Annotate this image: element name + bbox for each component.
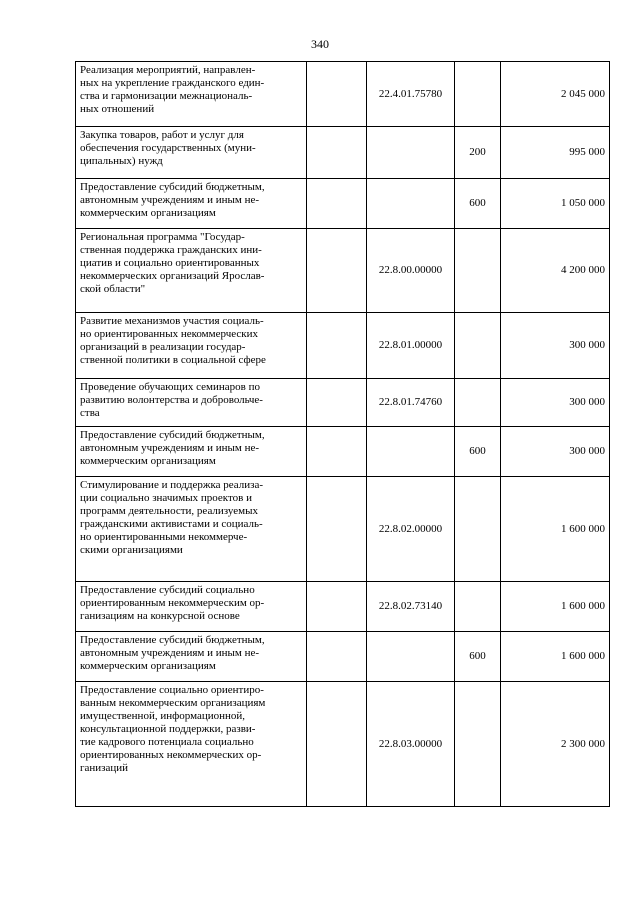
row-amount: 2 045 000 xyxy=(501,62,610,127)
row-expense-type xyxy=(455,379,501,427)
row-empty-cell xyxy=(307,427,367,477)
row-amount: 4 200 000 xyxy=(501,229,610,313)
row-code xyxy=(367,127,455,179)
row-amount: 300 000 xyxy=(501,313,610,379)
row-code: 22.8.00.00000 xyxy=(367,229,455,313)
row-empty-cell xyxy=(307,379,367,427)
row-expense-type: 600 xyxy=(455,427,501,477)
table-row xyxy=(76,477,610,582)
row-name: Стимулирование и поддержка реализа- ции социально значимых проектов и программ деятельности, реализуемых гражданскими активистами и социаль- но ориентированными некоммерче- скими организациями xyxy=(76,477,307,582)
table-row xyxy=(76,127,610,179)
row-expense-type: 600 xyxy=(455,179,501,229)
row-name: Предоставление субсидий бюджетным, автономным учреждениям и иным не- коммерческим организациям xyxy=(76,632,307,682)
table-row xyxy=(76,632,610,682)
row-code: 22.8.03.00000 xyxy=(367,682,455,807)
row-expense-type xyxy=(455,582,501,632)
row-name: Региональная программа "Государ- ственная поддержка гражданских ини- циатив и социально ориентированных некоммерческих организаций Ярослав- ской области" xyxy=(76,229,307,313)
row-code xyxy=(367,632,455,682)
row-code: 22.8.02.73140 xyxy=(367,582,455,632)
row-code xyxy=(367,427,455,477)
table-row xyxy=(76,229,610,313)
row-expense-type xyxy=(455,313,501,379)
row-expense-type: 200 xyxy=(455,127,501,179)
row-amount: 1 600 000 xyxy=(501,477,610,582)
table-row xyxy=(76,313,610,379)
row-empty-cell xyxy=(307,582,367,632)
row-name: Предоставление субсидий социально ориентированным некоммерческим ор- ганизациям на конкурсной основе xyxy=(76,582,307,632)
row-code: 22.8.02.00000 xyxy=(367,477,455,582)
row-amount: 1 600 000 xyxy=(501,582,610,632)
row-code: 22.8.01.00000 xyxy=(367,313,455,379)
table-row xyxy=(76,682,610,807)
row-empty-cell xyxy=(307,127,367,179)
row-amount: 300 000 xyxy=(501,379,610,427)
table-row xyxy=(76,179,610,229)
row-empty-cell xyxy=(307,632,367,682)
row-amount: 300 000 xyxy=(501,427,610,477)
row-empty-cell xyxy=(307,229,367,313)
table-row xyxy=(76,427,610,477)
table-row xyxy=(76,379,610,427)
row-amount: 2 300 000 xyxy=(501,682,610,807)
row-name: Предоставление субсидий бюджетным, автономным учреждениям и иным не- коммерческим организациям xyxy=(76,179,307,229)
row-name: Закупка товаров, работ и услуг для обеспечения государственных (муни- ципальных) нужд xyxy=(76,127,307,179)
row-expense-type xyxy=(455,229,501,313)
row-expense-type xyxy=(455,477,501,582)
row-empty-cell xyxy=(307,62,367,127)
row-name: Предоставление социально ориентиро- ванным некоммерческим организациям имущественной, информационной, консультационной поддержки, разви- тие кадрового потенциала социально ориентированных некоммерческих ор- ганизаций xyxy=(76,682,307,807)
row-name: Реализация мероприятий, направлен- ных на укрепление гражданского един- ства и гармонизации межнациональ- ных отношений xyxy=(76,62,307,127)
page-number: 340 xyxy=(311,37,329,51)
row-expense-type xyxy=(455,682,501,807)
table-row xyxy=(76,62,610,127)
table-row xyxy=(76,582,610,632)
row-empty-cell xyxy=(307,313,367,379)
budget-table xyxy=(75,61,610,807)
row-empty-cell xyxy=(307,477,367,582)
row-expense-type: 600 xyxy=(455,632,501,682)
row-code xyxy=(367,179,455,229)
row-code: 22.4.01.75780 xyxy=(367,62,455,127)
row-amount: 995 000 xyxy=(501,127,610,179)
row-expense-type xyxy=(455,62,501,127)
row-name: Предоставление субсидий бюджетным, автономным учреждениям и иным не- коммерческим организациям xyxy=(76,427,307,477)
row-empty-cell xyxy=(307,682,367,807)
row-empty-cell xyxy=(307,179,367,229)
row-amount: 1 600 000 xyxy=(501,632,610,682)
row-amount: 1 050 000 xyxy=(501,179,610,229)
row-name: Развитие механизмов участия социаль- но ориентированных некоммерческих организаций в реализации государ- ственной политики в социальной сфере xyxy=(76,313,307,379)
row-name: Проведение обучающих семинаров по развитию волонтерства и добровольче- ства xyxy=(76,379,307,427)
row-code: 22.8.01.74760 xyxy=(367,379,455,427)
